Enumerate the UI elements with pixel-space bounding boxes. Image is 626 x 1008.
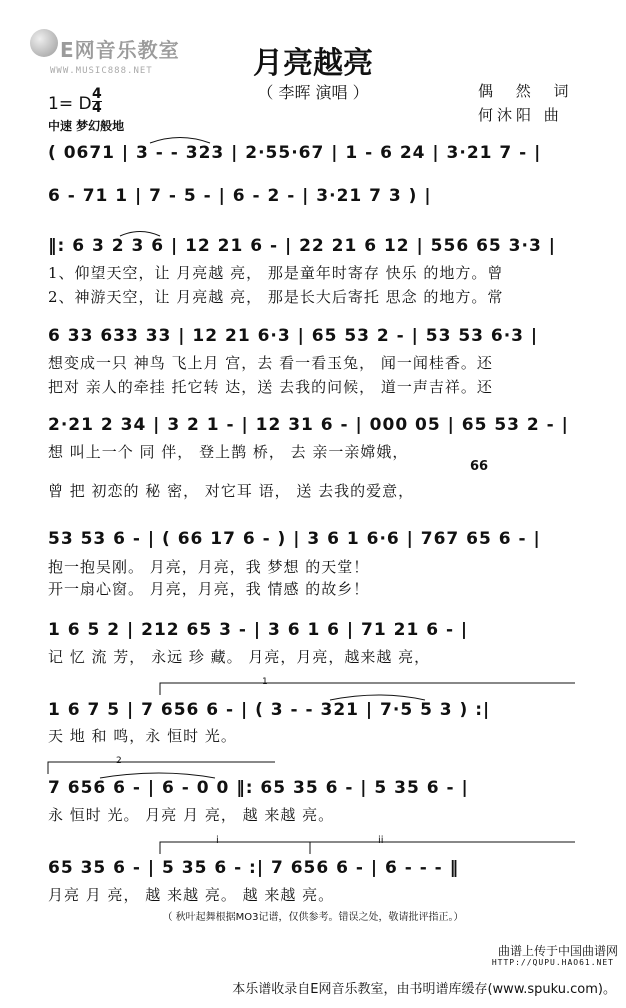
score-row-8: 1 6 7 5 | 7 656 6 - | ( 3 - - 321 | 7·5 5 3 ) :| (48, 700, 491, 720)
score-row-1: ( 0671 | 3 - - 323 | 2·55·67 | 1 - 6 24 | 3·21 7 - | (48, 143, 542, 163)
score-row-3: ‖: 6 3 2 3 6 | 12 21 6 - | 22 21 6 12 | 556 65 3·3 | (48, 236, 556, 256)
singer-label: （ 李晖 演唱 ） (257, 83, 369, 102)
volta-ii-bracket (310, 842, 575, 854)
lyric-row-3-verse-2: 2、神游天空，让 月亮越 亮， 那是长大后寄托 思念 的地方。常 (48, 288, 504, 306)
slur-1 (150, 138, 210, 144)
tempo-marking: 中速 梦幻般地 (48, 119, 125, 133)
slur-3 (330, 695, 425, 700)
score-row-4: 6 33 633 33 | 12 21 6·3 | 65 53 2 - | 53 53 6·3 | (48, 326, 539, 346)
transcription-note: （ 秋叶起舞根据MO3记谱，仅供参考。错误之处，敬请批评指正。） (162, 912, 464, 923)
lyric-row-6-verse-1: 抱一抱吴刚。 月亮，月亮，我 梦想 的天堂！ (48, 558, 370, 576)
volta-i-label: i (216, 835, 219, 846)
score-row-2: 6 - 71 1 | 7 - 5 - | 6 - 2 - | 3·21 7 3 ) | (48, 186, 432, 206)
time-signature-bottom: 4 (92, 100, 102, 116)
lyric-row-6-verse-2: 开一扇心窗。 月亮，月亮，我 情感 的故乡！ (48, 580, 370, 598)
score-row-5: 2·21 2 34 | 3 2 1 - | 12 31 6 - | 000 05 | 65 53 2 - | (48, 415, 569, 435)
alt-notes-66: 66 (470, 459, 489, 474)
watermark-url: HTTP://QUPU.HAO61.NET (491, 958, 614, 967)
slur-2 (120, 232, 160, 237)
lyric-row-5-verse-2: 曾 把 初恋的 秘 密， 对它耳 语， 送 去我的爱意， (48, 482, 415, 500)
volta-1-bracket (160, 683, 575, 695)
lyric-row-8: 天 地 和 鸣，永 恒时 光。 (48, 727, 237, 745)
composer-credit: 何沐阳 曲 (478, 106, 563, 124)
volta-2-bracket (48, 762, 275, 774)
watermark-text: 曲谱上传于中国曲谱网 (497, 944, 618, 958)
volta-ii-label: ii (378, 835, 384, 846)
lyric-row-3-verse-1: 1、仰望天空，让 月亮越 亮， 那是童年时寄存 快乐 的地方。曾 (48, 264, 504, 282)
volta-2-label: 2 (116, 756, 122, 766)
lyric-row-10: 月亮 月 亮， 越 来越 亮。 越 来越 亮。 (48, 886, 335, 904)
site-logo-text: E网音乐教室 (60, 38, 180, 62)
time-signature-top: 4 (92, 86, 102, 102)
lyric-row-4-verse-1: 想变成一只 神鸟 飞上月 宫，去 看一看玉兔， 闻一闻桂香。还 (48, 354, 493, 372)
site-url: WWW.MUSIC888.NET (50, 66, 153, 76)
volta-i-bracket (160, 842, 310, 854)
footer-credit: 本乐谱收录自E网音乐教室，由书明谱库缓存(www.spuku.com)。 (232, 982, 616, 997)
score-row-6: 53 53 6 - | ( 66 17 6 - ) | 3 6 1 6·6 | 767 65 6 - | (48, 529, 541, 549)
lyric-row-9: 永 恒时 光。 月亮 月 亮， 越 来越 亮。 (48, 806, 335, 824)
lyricist-credit: 偶 然 词 (478, 82, 578, 100)
slur-4 (100, 773, 215, 778)
score-row-9: 7 656 6 - | 6 - 0 0 ‖: 65 35 6 - | 5 35 6 - | (48, 778, 469, 798)
lyric-row-5-verse-1: 想 叫上一个 同 伴， 登上鹊 桥， 去 亲一亲嫦娥， (48, 443, 409, 461)
score-row-7: 1 6 5 2 | 212 65 3 - | 3 6 1 6 | 71 21 6 - | (48, 620, 469, 640)
lyric-row-7: 记 忆 流 芳， 永远 珍 藏。 月亮，月亮，越来越 亮， (48, 648, 431, 666)
score-row-10: 65 35 6 - | 5 35 6 - :| 7 656 6 - | 6 - - - ‖ (48, 858, 460, 878)
volta-1-label: 1 (262, 677, 268, 687)
key-signature: 1= D (48, 94, 92, 114)
lyric-row-4-verse-2: 把对 亲人的牵挂 托它转 达，送 去我的问候， 道一声吉祥。还 (48, 378, 493, 396)
song-title: 月亮越亮 (253, 46, 373, 81)
